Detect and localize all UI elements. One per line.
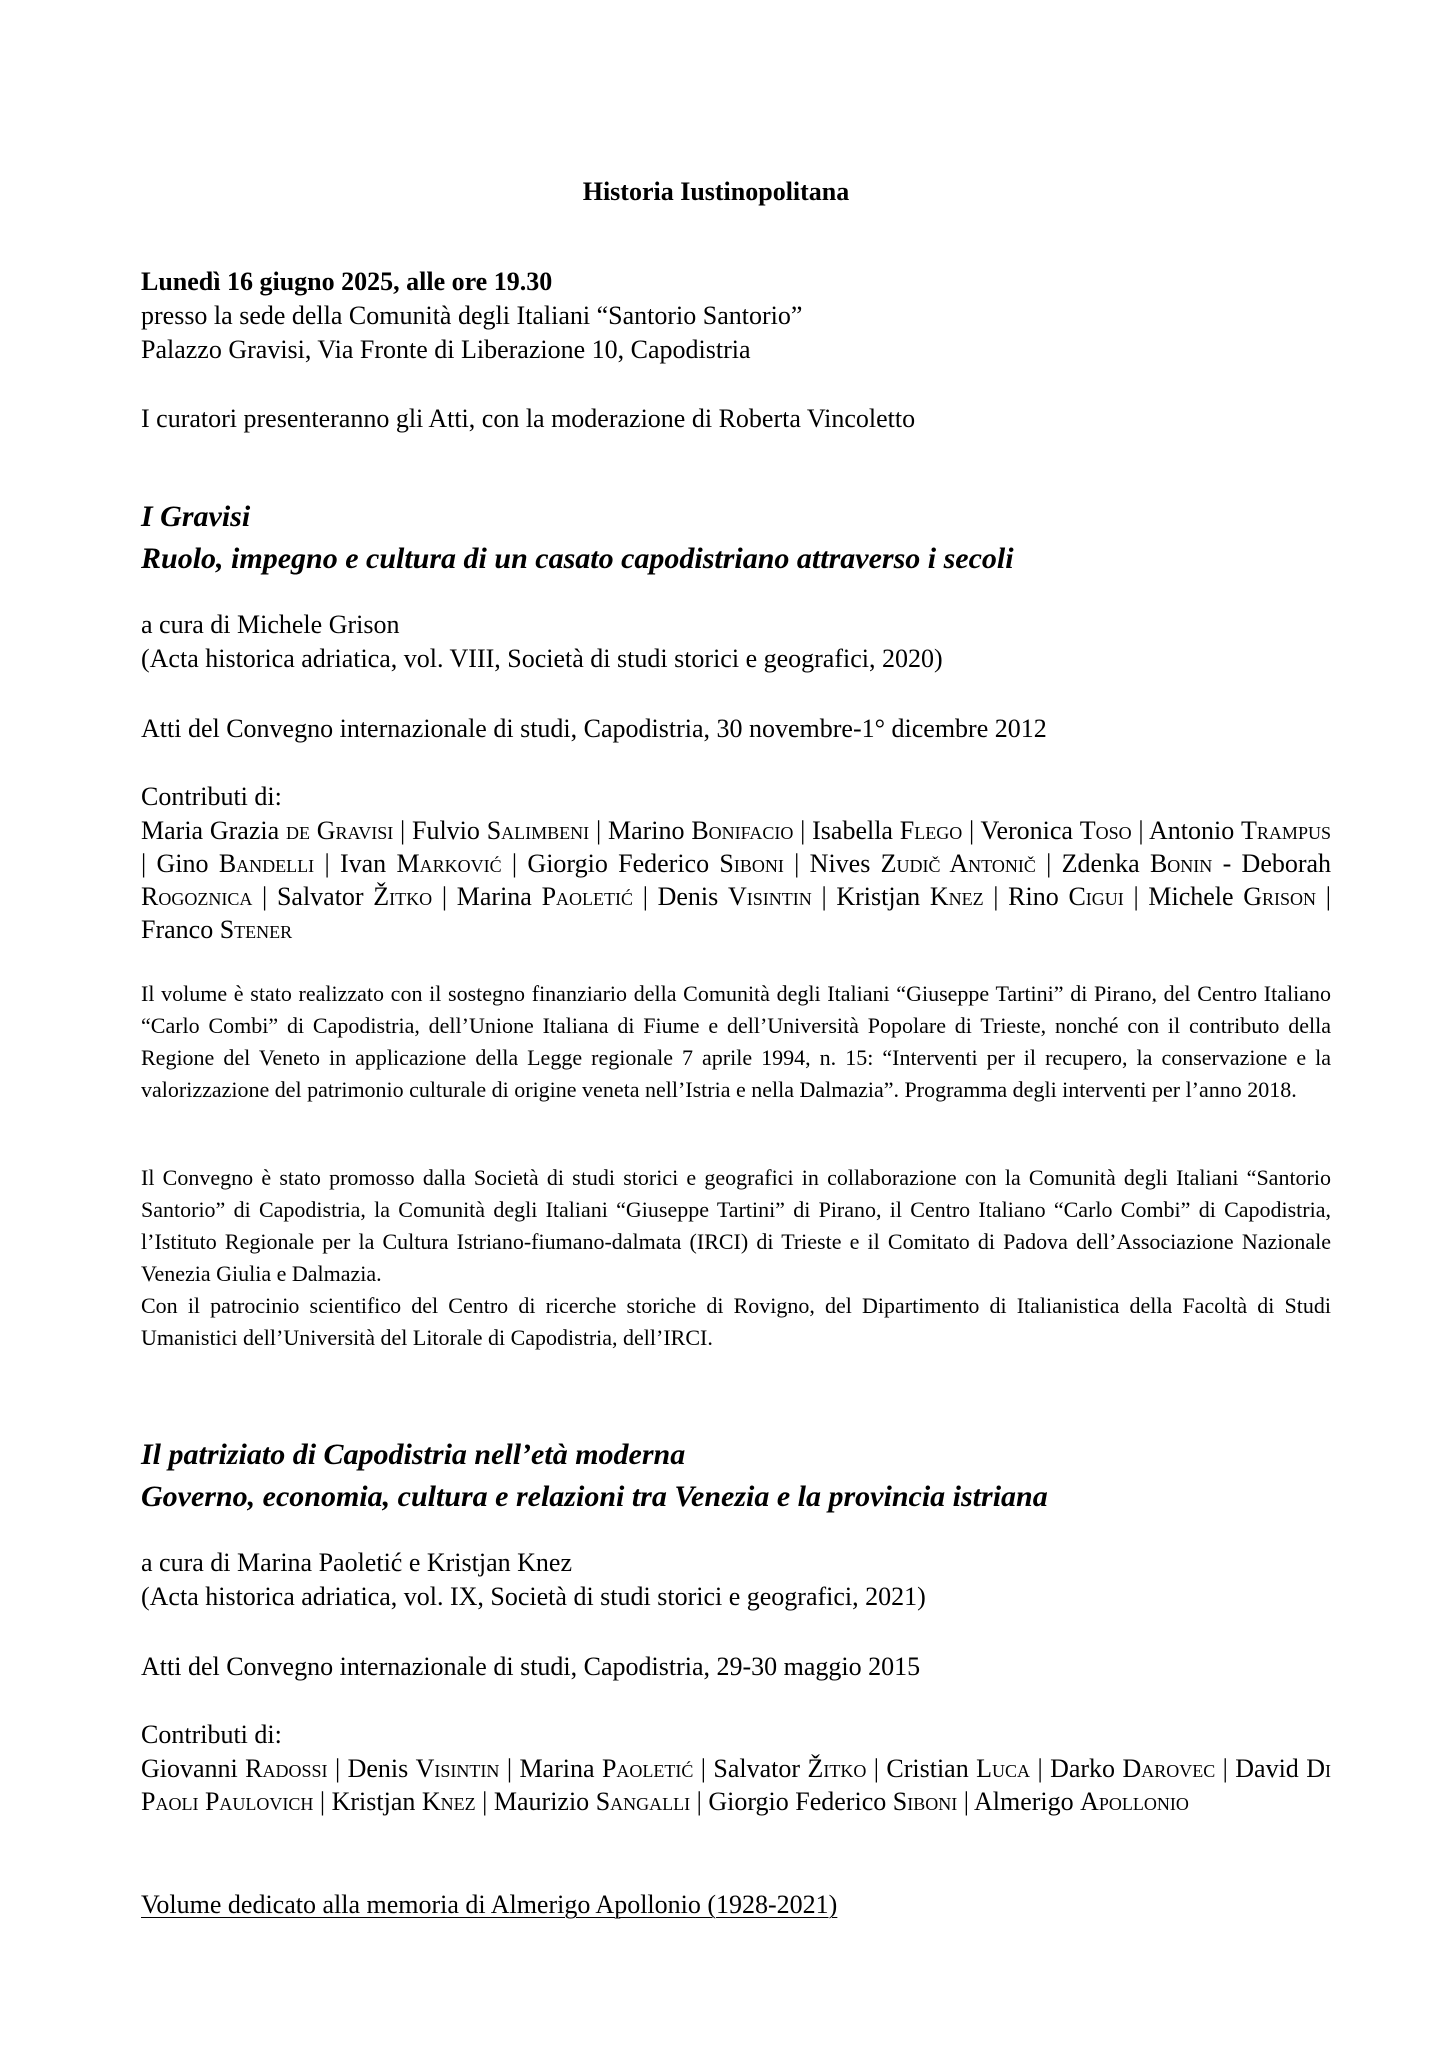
contributor-last-name: Žitko	[807, 1754, 867, 1783]
contributor-last-name: Grison	[1243, 882, 1317, 911]
contributor-name	[713, 1754, 866, 1783]
contributor-last-name: Cigui	[1068, 882, 1124, 911]
contributor-name	[141, 915, 292, 944]
contributor-first-name: Salvator	[713, 1754, 801, 1783]
contributor-name	[277, 882, 432, 911]
contributor-last-name: Sangalli	[595, 1787, 691, 1816]
contributor-name	[457, 882, 633, 911]
contributor-last-name: Knez	[421, 1787, 476, 1816]
contributor-last-name: Zudič Antonič	[880, 849, 1036, 878]
book1-subtitle: Ruolo, impegno e cultura di un casato capodistriano attraverso i secoli	[141, 542, 1014, 575]
contributor-name	[141, 816, 393, 845]
contributor-first-name: Rino	[1008, 882, 1059, 911]
contributor-name	[1148, 882, 1316, 911]
contributor-name	[519, 1754, 693, 1783]
book1-promotion-note: Il Convegno è stato promosso dalla Società di studi storici e geografici in collaborazione con la Comunità degli Italiani “Santorio Santorio” di Capodistria, la Comunità degli Italiani “Giuseppe Tartini” di Pirano, il Centro Italiano “Carlo Combi” di Capodistria, l’Istituto Regionale per la Cultura Istriano-fiumano-dalmata (IRCI) di Trieste e il Comitato di Padova dell’Associazione Nazionale Venezia Giulia e Dalmazia.	[141, 1165, 1331, 1286]
contributor-first-name: Franco	[141, 915, 214, 944]
book2-title: Il patriziato di Capodistria nell’età moderna	[141, 1438, 686, 1471]
book1-funding-note: Il volume è stato realizzato con il sostegno finanziario della Comunità degli Italiani “Giuseppe Tartini” di Pirano, del Centro Italiano “Carlo Combi” di Capodistria, dell’Unione Italiana di Fiume e dell’Università Popolare di Trieste, nonché con il contributo della Regione del Veneto in applicazione della Legge regionale 7 aprile 1994, n. 15: “Interventi per il recupero, la conservazione e la valorizzazione del patrimonio culturale di origine veneta nell’Istria e nella Dalmazia”. Programma degli interventi per l’anno 2018.	[141, 981, 1331, 1102]
contributor-last-name: Visintin	[727, 882, 812, 911]
contributor-name	[412, 816, 589, 845]
contributor-name	[974, 1787, 1189, 1816]
contributor-first-name: Fulvio	[412, 816, 480, 845]
book2-dedication: Volume dedicato alla memoria di Almerigo Apollonio (1928-2021)	[141, 1890, 838, 1919]
contributor-name	[886, 1754, 1030, 1783]
contributor-name	[708, 1787, 957, 1816]
contributor-last-name: Bonin	[1149, 849, 1213, 878]
series-title: Historia Iustinopolitana	[582, 177, 850, 206]
book2-heading	[141, 1434, 1331, 1518]
contributor-name	[527, 849, 783, 878]
contributor-last-name: Marković	[396, 849, 502, 878]
contributor-last-name: Knez	[929, 882, 984, 911]
book1-funding	[141, 978, 1331, 1106]
contributor-name	[494, 1787, 690, 1816]
contributor-first-name: Salvator	[276, 882, 364, 911]
book2-series: (Acta historica adriatica, vol. IX, Società di studi storici e geografici, 2021)	[141, 1582, 926, 1611]
contributor-first-name: Marina	[519, 1754, 595, 1783]
contributor-name	[812, 816, 962, 845]
contributor-name	[340, 849, 502, 878]
contributor-first-name: Kristjan	[331, 1787, 416, 1816]
contributor-first-name: Giorgio Federico	[527, 849, 710, 878]
book2-contributors-label: Contributi di:	[141, 1720, 282, 1749]
contributor-first-name: Denis	[657, 882, 719, 911]
book1-patronage-note: Con il patrocinio scientifico del Centro di ricerche storiche di Rovigno, del Dipartimento di Italianistica della Facoltà di Studi Umanistici dell’Università del Litorale di Capodistria, dell’IRCI.	[141, 1293, 1331, 1350]
contributor-name	[157, 849, 315, 878]
book2-conference-block	[141, 1650, 1331, 1684]
contributor-name	[608, 816, 793, 845]
contributor-name	[1050, 1754, 1215, 1783]
contributor-first-name: Zdenka	[1061, 849, 1140, 878]
contributor-last-name: de Gravisi	[285, 816, 394, 845]
contributor-last-name: Toso	[1079, 816, 1132, 845]
contributor-last-name: Darovec	[1122, 1754, 1216, 1783]
contributor-first-name: Darko	[1050, 1754, 1116, 1783]
contributor-last-name: Paoletić	[541, 882, 634, 911]
book1-promotion	[141, 1162, 1331, 1354]
contributor-last-name: Visintin	[415, 1754, 500, 1783]
event-date: Lunedì 16 giugno 2025, alle ore 19.30	[141, 267, 553, 296]
contributor-last-name: Bandelli	[218, 849, 315, 878]
contributor-first-name: Nives	[809, 849, 871, 878]
contributor-name	[658, 882, 812, 911]
contributor-name	[1149, 816, 1331, 845]
contributor-name	[981, 816, 1132, 845]
contributor-last-name: Žitko	[373, 882, 433, 911]
book2-subtitle: Governo, economia, cultura e relazioni tra Venezia e la provincia istriana	[141, 1480, 1048, 1513]
contributor-last-name: Rogoznica	[141, 882, 253, 911]
book1-conference: Atti del Convegno internazionale di studi, Capodistria, 30 novembre-1° dicembre 2012	[141, 714, 1047, 743]
contributor-first-name: David	[1235, 1754, 1299, 1783]
contributor-first-name: Deborah	[1241, 849, 1332, 878]
contributor-first-name: Giorgio Federico	[708, 1787, 887, 1816]
contributor-first-name: Antonio	[1149, 816, 1235, 845]
contributor-last-name: Trampus	[1241, 816, 1331, 845]
contributor-first-name: Almerigo	[973, 1787, 1074, 1816]
contributor-name	[332, 1787, 476, 1816]
book1-editor: a cura di Michele Grison	[141, 610, 400, 639]
contributor-last-name: Apollonio	[1080, 1787, 1189, 1816]
book2-publication	[141, 1546, 1331, 1614]
contributor-name	[348, 1754, 500, 1783]
contributor-first-name: Marino	[607, 816, 685, 845]
contributor-last-name: Salimbeni	[486, 816, 590, 845]
contributor-name	[1062, 849, 1213, 878]
contributor-last-name: Siboni	[892, 1787, 958, 1816]
contributor-name	[1008, 882, 1124, 911]
book1-contributors-block	[141, 780, 1331, 946]
contributor-last-name: Siboni	[719, 849, 784, 878]
contributor-last-name: Stener	[219, 915, 293, 944]
contributor-first-name: Isabella	[812, 816, 893, 845]
contributor-first-name: Gino	[156, 849, 209, 878]
moderation-text: I curatori presenteranno gli Atti, con la moderazione di Roberta Vincoletto	[141, 404, 916, 433]
book2-contributors-list: Giovanni Radossi | Denis Visintin | Marina Paoletić | Salvator Žitko | Cristian Luca | Darko Darovec | David Di Paoli Paulovich | Kristjan Knez | Maurizio Sangalli | Giorgio Federico Siboni | Almerigo Apollonio	[141, 1754, 1331, 1816]
contributor-last-name: Paoletić	[601, 1754, 694, 1783]
book1-contributors-label: Contributi di:	[141, 782, 282, 811]
book1-contributors-list: Maria Grazia de Gravisi | Fulvio Salimbeni | Marino Bonifacio | Isabella Flego | Veronica Toso | Antonio Trampus | Gino Bandelli | Ivan Marković | Giorgio Federico Siboni | Nives Zudič Antonič | Zdenka Bonin - Deborah Rogoznica | Salvator Žitko | Marina Paoletić | Denis Visintin | Kristjan Knez | Rino Cigui | Michele Grison | Franco Stener	[141, 816, 1332, 944]
event-info	[141, 265, 1331, 367]
contributor-name	[810, 849, 1036, 878]
book1-title: I Gravisi	[141, 500, 251, 533]
contributor-name	[141, 1754, 328, 1783]
book2-contributors-block	[141, 1718, 1331, 1818]
book1-heading	[141, 496, 1331, 580]
contributor-last-name: Radossi	[245, 1754, 328, 1783]
contributor-first-name: Kristjan	[836, 882, 921, 911]
contributor-last-name: Flego	[899, 816, 963, 845]
book2-dedication-block	[141, 1888, 1331, 1922]
event-address: Palazzo Gravisi, Via Fronte di Liberazione 10, Capodistria	[141, 335, 751, 364]
contributor-first-name: Veronica	[980, 816, 1073, 845]
contributor-name	[836, 882, 983, 911]
event-venue: presso la sede della Comunità degli Italiani “Santorio Santorio”	[141, 301, 803, 330]
contributor-first-name: Michele	[1148, 882, 1234, 911]
book2-editor: a cura di Marina Paoletić e Kristjan Knez	[141, 1548, 572, 1577]
contributor-first-name: Marina	[456, 882, 532, 911]
contributor-first-name: Denis	[347, 1754, 409, 1783]
contributor-last-name: Luca	[976, 1754, 1031, 1783]
contributor-first-name: Ivan	[339, 849, 387, 878]
book1-series: (Acta historica adriatica, vol. VIII, Società di studi storici e geografici, 2020)	[141, 644, 943, 673]
book1-conference-block	[141, 712, 1331, 746]
contributor-first-name: Giovanni	[141, 1754, 238, 1783]
contributor-first-name: Maurizio	[493, 1787, 590, 1816]
contributor-first-name: Maria Grazia	[141, 816, 280, 845]
contributor-last-name: Di Paoli Paulovich	[141, 1754, 1331, 1816]
book2-conference: Atti del Convegno internazionale di studi, Capodistria, 29-30 maggio 2015	[141, 1652, 921, 1681]
contributor-first-name: Cristian	[886, 1754, 969, 1783]
book1-publication	[141, 608, 1331, 676]
moderation-note	[141, 402, 1331, 436]
contributor-last-name: Bonifacio	[691, 816, 794, 845]
